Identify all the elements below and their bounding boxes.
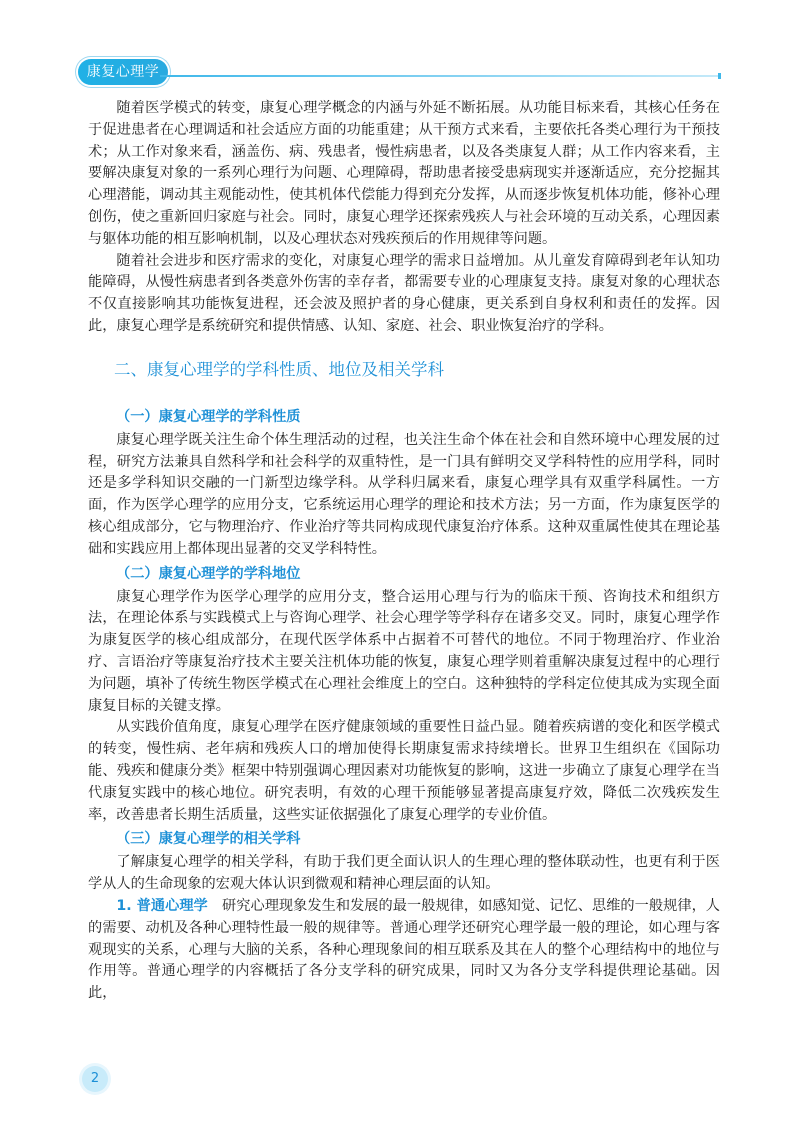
paragraph: 了解康复心理学的相关学科，有助于我们更全面认识人的生理心理的整体联动性，也更有利于医学从人的生命现象的宏观大体认识到微观和精神心理层面的认知。 (88, 854, 720, 893)
paragraph: 康复心理学既关注生命个体生理活动的过程，也关注生命个体在社会和自然环境中心理发展的过程，研究方法兼具自然科学和社会科学的双重特性，是一门具有鲜明交叉学科特性的应用学科，同时还是多学科知识交融的一门新型边缘学科。从学科归属来看，康复心理学具有双重学科属性。一方面，作为医学心理学的应用分支，它系统运用心理学的理论和技术方法；另一方面，作为康复医学的核心组成部分，它与物理治疗、作业治疗等共同构成现代康复治疗体系。这种双重属性使其在理论基础和实践应用上都体现出显著的交叉学科特性。 (88, 431, 720, 557)
paragraph: 随着社会进步和医疗需求的变化，对康复心理学的需求日益增加。从儿童发育障碍到老年认知功能障碍，从慢性病患者到各类意外伤害的幸存者，都需要专业的心理康复支持。康复对象的心理状态不仅直接影响其功能恢复进程，还会波及照护者的身心健康，更关系到自身权利和责任的发挥。因此，康复心理学是系统研究和提供情感、认知、家庭、社会、职业恢复治疗的学科。 (88, 252, 720, 334)
page-header (0, 0, 800, 90)
subsection-heading: （二）康复心理学的学科地位 (116, 565, 301, 582)
paragraph: 康复心理学作为医学心理学的应用分支，整合运用心理与行为的临床干预、咨询技术和组织方法，在理论体系与实践模式上与咨询心理学、社会心理学等学科存在诸多交叉。同时，康复心理学作为康复医学的核心组成部分，在现代医学体系中占据着不可替代的地位。不同于物理治疗、作业治疗、言语治疗等康复治疗技术主要关注机体功能的恢复，康复心理学则着重解决康复过程中的心理行为问题，填补了传统生物医学模式在心理社会维度上的空白。这种独特的学科定位使其成为实现全面康复目标的关键支撑。 (88, 588, 720, 714)
header-rule-end (718, 73, 721, 79)
page-body (88, 98, 720, 1005)
page-number: 2 (82, 1066, 108, 1092)
paragraph: 从实践价值角度，康复心理学在医疗健康领域的重要性日益凸显。随着疾病谱的变化和医学模式的转变，慢性病、老年病和残疾人口的增加使得长期康复需求持续增长。世界卫生组织在《国际功能、残疾和健康分类》框架中特别强调心理因素对功能恢复的影响，这进一步确立了康复心理学在当代康复实践中的核心地位。研究表明，有效的心理干预能够显著提高康复疗效，降低二次残疾发生率，改善患者长期生活质量，这些实证依据强化了康复心理学的专业价值。 (88, 719, 720, 823)
subsection-heading: （三）康复心理学的相关学科 (116, 831, 301, 848)
section-heading: 二、康复心理学的学科性质、地位及相关学科 (114, 359, 444, 379)
list-item-title: 1. 普通心理学 (116, 897, 208, 914)
paragraph: 随着医学模式的转变，康复心理学概念的内涵与外延不断拓展。从功能目标来看，其核心任务在于促进患者在心理调适和社会适应方面的功能重建；从干预方式来看，主要依托各类心理行为干预技术；从工作对象来看，涵盖伤、病、残患者，慢性病患者，以及各类康复人群；从工作内容来看，主要解决康复对象的一系列心理行为问题、心理障碍，帮助患者接受患病现实并逐渐适应，充分挖掘其心理潜能，调动其主观能动性，使其机体代偿能力得到充分发挥，从而逐步恢复机体功能，修补心理创伤，使之重新回归家庭与社会。同时，康复心理学还探索残疾人与社会环境的互动关系，心理因素与躯体功能的相互影响机制，以及心理状态对残疾预后的作用规律等问题。 (88, 100, 720, 247)
list-item (88, 896, 720, 1005)
subsection-heading: （一）康复心理学的学科性质 (116, 408, 301, 425)
list-item-text: 研究心理现象发生和发展的最一般规律，如感知觉、记忆、思维的一般规律，人的需要、动机及各种心理特性最一般的规律等。普通心理学还研究心理学最一般的理论，如心理与客观现实的关系，心理与大脑的关系，各种心理现象间的相互联系及其在人的整个心理结构中的地位与作用等。普通心理学的内容概括了各分支学科的研究成果，同时又为各分支学科提供理论基础。因此， (88, 897, 720, 1002)
chapter-tab: 康复心理学 (78, 59, 168, 85)
header-rule (160, 75, 720, 77)
